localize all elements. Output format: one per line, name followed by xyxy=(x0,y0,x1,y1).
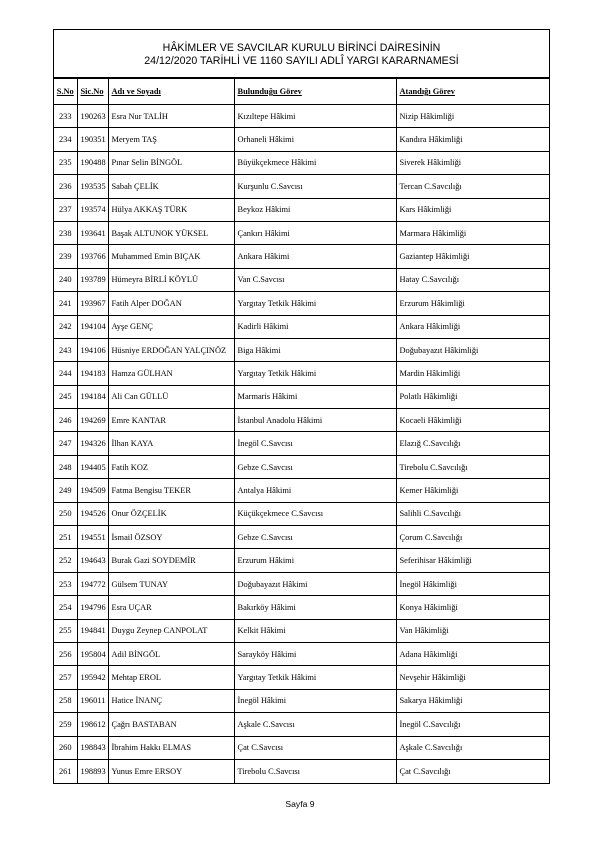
cell-current-post: Ankara Hâkimi xyxy=(234,245,396,268)
cell-sicno: 196011 xyxy=(77,689,108,712)
table-row xyxy=(54,432,549,455)
cell-name: Ayşe GENÇ xyxy=(108,315,234,338)
table-header-row xyxy=(54,79,549,105)
cell-sno: 256 xyxy=(54,642,77,665)
cell-sicno: 194509 xyxy=(77,479,108,502)
cell-name: Fatma Bengisu TEKER xyxy=(108,479,234,502)
cell-assigned-post: Elazığ C.Savcılığı xyxy=(396,432,549,455)
cell-current-post: Küçükçekmece C.Savcısı xyxy=(234,502,396,525)
cell-current-post: Büyükçekmece Hâkimi xyxy=(234,151,396,174)
document-page xyxy=(53,29,550,784)
cell-sicno: 193766 xyxy=(77,245,108,268)
cell-assigned-post: Van Hâkimliği xyxy=(396,619,549,642)
cell-sno: 234 xyxy=(54,128,77,151)
table-row xyxy=(54,642,549,665)
cell-sno: 247 xyxy=(54,432,77,455)
table-row xyxy=(54,619,549,642)
cell-sno: 249 xyxy=(54,479,77,502)
cell-name: Sabah ÇELİK xyxy=(108,175,234,198)
document-title-block xyxy=(54,30,549,78)
cell-assigned-post: İnegöl Hâkimliği xyxy=(396,572,549,595)
table-row xyxy=(54,338,549,361)
cell-sicno: 190263 xyxy=(77,105,108,128)
cell-sno: 243 xyxy=(54,338,77,361)
cell-assigned-post: Kemer Hâkimliği xyxy=(396,479,549,502)
cell-current-post: Kadirli Hâkimi xyxy=(234,315,396,338)
cell-sno: 261 xyxy=(54,759,77,782)
table-row xyxy=(54,105,549,128)
cell-current-post: Kelkit Hâkimi xyxy=(234,619,396,642)
cell-sicno: 190351 xyxy=(77,128,108,151)
cell-name: İlhan KAYA xyxy=(108,432,234,455)
cell-current-post: Kurşunlu C.Savcısı xyxy=(234,175,396,198)
cell-assigned-post: Salihli C.Savcılığı xyxy=(396,502,549,525)
document-title-line-1: HÂKİMLER VE SAVCILAR KURULU BİRİNCİ DAİRESİNİN xyxy=(162,41,441,54)
cell-sicno: 193789 xyxy=(77,268,108,291)
cell-name: Adil BİNGÖL xyxy=(108,642,234,665)
table-row xyxy=(54,666,549,689)
cell-name: Muhammed Emin BIÇAK xyxy=(108,245,234,268)
table-row xyxy=(54,549,549,572)
cell-sno: 236 xyxy=(54,175,77,198)
cell-current-post: Bakırköy Hâkimi xyxy=(234,596,396,619)
cell-sicno: 193574 xyxy=(77,198,108,221)
cell-sno: 250 xyxy=(54,502,77,525)
cell-sicno: 198843 xyxy=(77,736,108,759)
table-row xyxy=(54,526,549,549)
cell-sno: 246 xyxy=(54,409,77,432)
cell-sicno: 194104 xyxy=(77,315,108,338)
cell-assigned-post: Mardin Hâkimliği xyxy=(396,362,549,385)
cell-name: Başak ALTUNOK YÜKSEL xyxy=(108,221,234,244)
cell-assigned-post: Hatay C.Savcılığı xyxy=(396,268,549,291)
cell-current-post: Van C.Savcısı xyxy=(234,268,396,291)
cell-current-post: Çankırı Hâkimi xyxy=(234,221,396,244)
table-row xyxy=(54,736,549,759)
cell-assigned-post: Nizip Hâkimliği xyxy=(396,105,549,128)
cell-name: Esra UÇAR xyxy=(108,596,234,619)
cell-name: İbrahim Hakkı ELMAS xyxy=(108,736,234,759)
cell-current-post: Beykoz Hâkimi xyxy=(234,198,396,221)
document-title-line-2: 24/12/2020 TARİHLİ VE 1160 SAYILI ADLÎ YARGI KARARNAMESİ xyxy=(144,54,459,67)
cell-sno: 241 xyxy=(54,292,77,315)
cell-name: Mehtap EROL xyxy=(108,666,234,689)
table-row xyxy=(54,245,549,268)
cell-assigned-post: Siverek Hâkimliği xyxy=(396,151,549,174)
table-row xyxy=(54,759,549,782)
cell-sicno: 198612 xyxy=(77,713,108,736)
cell-sno: 244 xyxy=(54,362,77,385)
cell-sno: 255 xyxy=(54,619,77,642)
cell-current-post: Orhaneli Hâkimi xyxy=(234,128,396,151)
cell-current-post: Yargıtay Tetkik Hâkimi xyxy=(234,292,396,315)
cell-sno: 258 xyxy=(54,689,77,712)
cell-name: Onur ÖZÇELİK xyxy=(108,502,234,525)
table-row xyxy=(54,596,549,619)
cell-current-post: Yargıtay Tetkik Hâkimi xyxy=(234,666,396,689)
cell-sicno: 194772 xyxy=(77,572,108,595)
cell-assigned-post: Sakarya Hâkimliği xyxy=(396,689,549,712)
table-row xyxy=(54,175,549,198)
cell-sno: 253 xyxy=(54,572,77,595)
cell-assigned-post: Ankara Hâkimliği xyxy=(396,315,549,338)
cell-sicno: 195942 xyxy=(77,666,108,689)
cell-current-post: Antalya Hâkimi xyxy=(234,479,396,502)
cell-sno: 240 xyxy=(54,268,77,291)
cell-assigned-post: Aşkale C.Savcılığı xyxy=(396,736,549,759)
cell-name: Hülya AKKAŞ TÜRK xyxy=(108,198,234,221)
cell-sicno: 198893 xyxy=(77,759,108,782)
cell-assigned-post: İnegöl C.Savcılığı xyxy=(396,713,549,736)
header-current-post: Bulunduğu Görev xyxy=(234,79,396,105)
cell-name: Gülsem TUNAY xyxy=(108,572,234,595)
header-name: Adı ve Soyadı xyxy=(108,79,234,105)
cell-sno: 233 xyxy=(54,105,77,128)
table-row xyxy=(54,713,549,736)
table-row xyxy=(54,409,549,432)
cell-sicno: 194106 xyxy=(77,338,108,361)
cell-sicno: 193535 xyxy=(77,175,108,198)
cell-name: Pınar Selin BİNGÖL xyxy=(108,151,234,174)
cell-assigned-post: Seferihisar Hâkimliği xyxy=(396,549,549,572)
table-row xyxy=(54,689,549,712)
cell-current-post: Tirebolu C.Savcısı xyxy=(234,759,396,782)
cell-current-post: Aşkale C.Savcısı xyxy=(234,713,396,736)
cell-assigned-post: Marmara Hâkimliği xyxy=(396,221,549,244)
page-number: Sayfa 9 xyxy=(285,799,315,809)
cell-sicno: 194326 xyxy=(77,432,108,455)
cell-name: Yunus Emre ERSOY xyxy=(108,759,234,782)
cell-current-post: İnegöl C.Savcısı xyxy=(234,432,396,455)
cell-sicno: 194551 xyxy=(77,526,108,549)
cell-name: Burak Gazi SOYDEMİR xyxy=(108,549,234,572)
cell-assigned-post: Erzurum Hâkimliği xyxy=(396,292,549,315)
cell-sicno: 194643 xyxy=(77,549,108,572)
cell-name: Fatih KOZ xyxy=(108,455,234,478)
cell-sno: 260 xyxy=(54,736,77,759)
cell-sicno: 193641 xyxy=(77,221,108,244)
cell-sno: 242 xyxy=(54,315,77,338)
cell-name: Çağrı BASTABAN xyxy=(108,713,234,736)
table-row xyxy=(54,455,549,478)
table-row xyxy=(54,502,549,525)
cell-sicno: 194183 xyxy=(77,362,108,385)
cell-current-post: Gebze C.Savcısı xyxy=(234,526,396,549)
cell-sicno: 194184 xyxy=(77,385,108,408)
cell-sno: 245 xyxy=(54,385,77,408)
cell-name: Hamza GÜLHAN xyxy=(108,362,234,385)
cell-sno: 259 xyxy=(54,713,77,736)
cell-sno: 254 xyxy=(54,596,77,619)
cell-sicno: 193967 xyxy=(77,292,108,315)
cell-sicno: 194405 xyxy=(77,455,108,478)
cell-assigned-post: Nevşehir Hâkimliği xyxy=(396,666,549,689)
cell-current-post: İstanbul Anadolu Hâkimi xyxy=(234,409,396,432)
cell-assigned-post: Çorum C.Savcılığı xyxy=(396,526,549,549)
table-row xyxy=(54,128,549,151)
table-body xyxy=(54,105,549,783)
cell-current-post: Gebze C.Savcısı xyxy=(234,455,396,478)
header-assigned-post: Atandığı Görev xyxy=(396,79,549,105)
cell-name: Hümeyra BİRLİ KÖYLÜ xyxy=(108,268,234,291)
header-sno: S.No xyxy=(54,79,77,105)
cell-name: Esra Nur TALİH xyxy=(108,105,234,128)
cell-sicno: 194269 xyxy=(77,409,108,432)
cell-current-post: İnegöl Hâkimi xyxy=(234,689,396,712)
cell-sno: 248 xyxy=(54,455,77,478)
cell-sno: 235 xyxy=(54,151,77,174)
cell-name: Duygu Zeynep CANPOLAT xyxy=(108,619,234,642)
cell-current-post: Çat C.Savcısı xyxy=(234,736,396,759)
cell-assigned-post: Polatlı Hâkimliği xyxy=(396,385,549,408)
cell-sno: 238 xyxy=(54,221,77,244)
table-row xyxy=(54,198,549,221)
table-row xyxy=(54,385,549,408)
cell-sno: 251 xyxy=(54,526,77,549)
cell-assigned-post: Kars Hâkimliği xyxy=(396,198,549,221)
cell-current-post: Biga Hâkimi xyxy=(234,338,396,361)
cell-name: Fatih Alper DOĞAN xyxy=(108,292,234,315)
cell-assigned-post: Tercan C.Savcılığı xyxy=(396,175,549,198)
table-row xyxy=(54,479,549,502)
cell-current-post: Erzurum Hâkimi xyxy=(234,549,396,572)
cell-current-post: Yargıtay Tetkik Hâkimi xyxy=(234,362,396,385)
cell-name: Hüsniye ERDOĞAN YALÇINÖZ xyxy=(108,338,234,361)
cell-sno: 237 xyxy=(54,198,77,221)
cell-sno: 257 xyxy=(54,666,77,689)
cell-name: Emre KANTAR xyxy=(108,409,234,432)
cell-assigned-post: Tirebolu C.Savcılığı xyxy=(396,455,549,478)
table-row xyxy=(54,221,549,244)
table-row xyxy=(54,151,549,174)
cell-assigned-post: Kocaeli Hâkimliği xyxy=(396,409,549,432)
cell-sno: 239 xyxy=(54,245,77,268)
appointments-table xyxy=(54,78,549,783)
cell-sno: 252 xyxy=(54,549,77,572)
cell-sicno: 194796 xyxy=(77,596,108,619)
header-sicno: Sic.No xyxy=(77,79,108,105)
cell-assigned-post: Çat C.Savcılığı xyxy=(396,759,549,782)
cell-assigned-post: Gaziantep Hâkimliği xyxy=(396,245,549,268)
cell-sicno: 194841 xyxy=(77,619,108,642)
cell-current-post: Marmaris Hâkimi xyxy=(234,385,396,408)
cell-name: Meryem TAŞ xyxy=(108,128,234,151)
cell-name: İsmail ÖZSOY xyxy=(108,526,234,549)
cell-sicno: 190488 xyxy=(77,151,108,174)
table-row xyxy=(54,362,549,385)
cell-assigned-post: Konya Hâkimliği xyxy=(396,596,549,619)
cell-current-post: Doğubayazıt Hâkimi xyxy=(234,572,396,595)
table-row xyxy=(54,268,549,291)
cell-current-post: Sarayköy Hâkimi xyxy=(234,642,396,665)
table-row xyxy=(54,292,549,315)
cell-current-post: Kızıltepe Hâkimi xyxy=(234,105,396,128)
cell-assigned-post: Kandıra Hâkimliği xyxy=(396,128,549,151)
cell-name: Hatice İNANÇ xyxy=(108,689,234,712)
cell-sicno: 194526 xyxy=(77,502,108,525)
cell-assigned-post: Adana Hâkimliği xyxy=(396,642,549,665)
cell-sicno: 195804 xyxy=(77,642,108,665)
table-row xyxy=(54,315,549,338)
cell-name: Ali Can GÜLLÜ xyxy=(108,385,234,408)
table-row xyxy=(54,572,549,595)
document-frame xyxy=(53,29,550,784)
cell-assigned-post: Doğubayazıt Hâkimliği xyxy=(396,338,549,361)
